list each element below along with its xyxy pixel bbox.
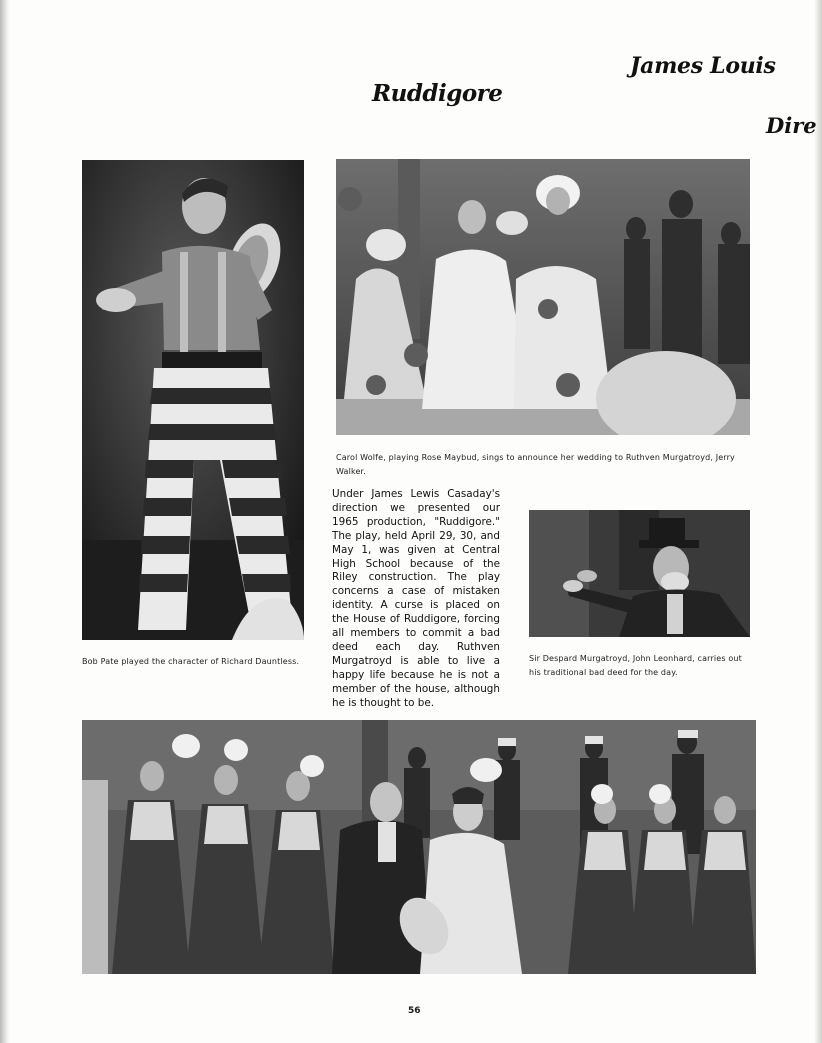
caption-sir-despard: Sir Despard Murgatroyd, John Leonhard, carries out his traditional bad deed for the day. xyxy=(529,654,742,677)
page-title: Ruddigore xyxy=(372,80,503,107)
facing-page-heading: James Louis xyxy=(630,53,776,79)
facing-page-heading-fragment: Dire xyxy=(766,113,817,138)
photo-wedding-scene xyxy=(336,159,750,435)
page-edge xyxy=(814,0,822,1043)
photo-chorus-scene xyxy=(82,720,756,974)
photo-bob-pate xyxy=(82,160,304,640)
binding-shadow xyxy=(0,0,10,1043)
caption-bob-pate: Bob Pate played the character of Richard Dauntless. xyxy=(82,657,300,666)
photo-sir-despard xyxy=(529,510,750,637)
article-body: Under James Lewis Casaday's direction we presented our 1965 production, "Ruddigore." The play, held April 29, 30, and May 1, was given at Central High School because of the Riley construction. The play concerns a case of mistaken identity. A curse is placed on the House of Ruddigore, forcing all members to commit a bad deed each day. Ruthven Murgatroyd is able to live a happy life because he is not a member of the house, although he is thought to be. xyxy=(332,488,500,709)
page-number: 56 xyxy=(408,1006,421,1016)
caption-wedding: Carol Wolfe, playing Rose Maybud, sings to announce her wedding to Ruthven Murgatroyd, Jerry Walker. xyxy=(336,453,735,476)
